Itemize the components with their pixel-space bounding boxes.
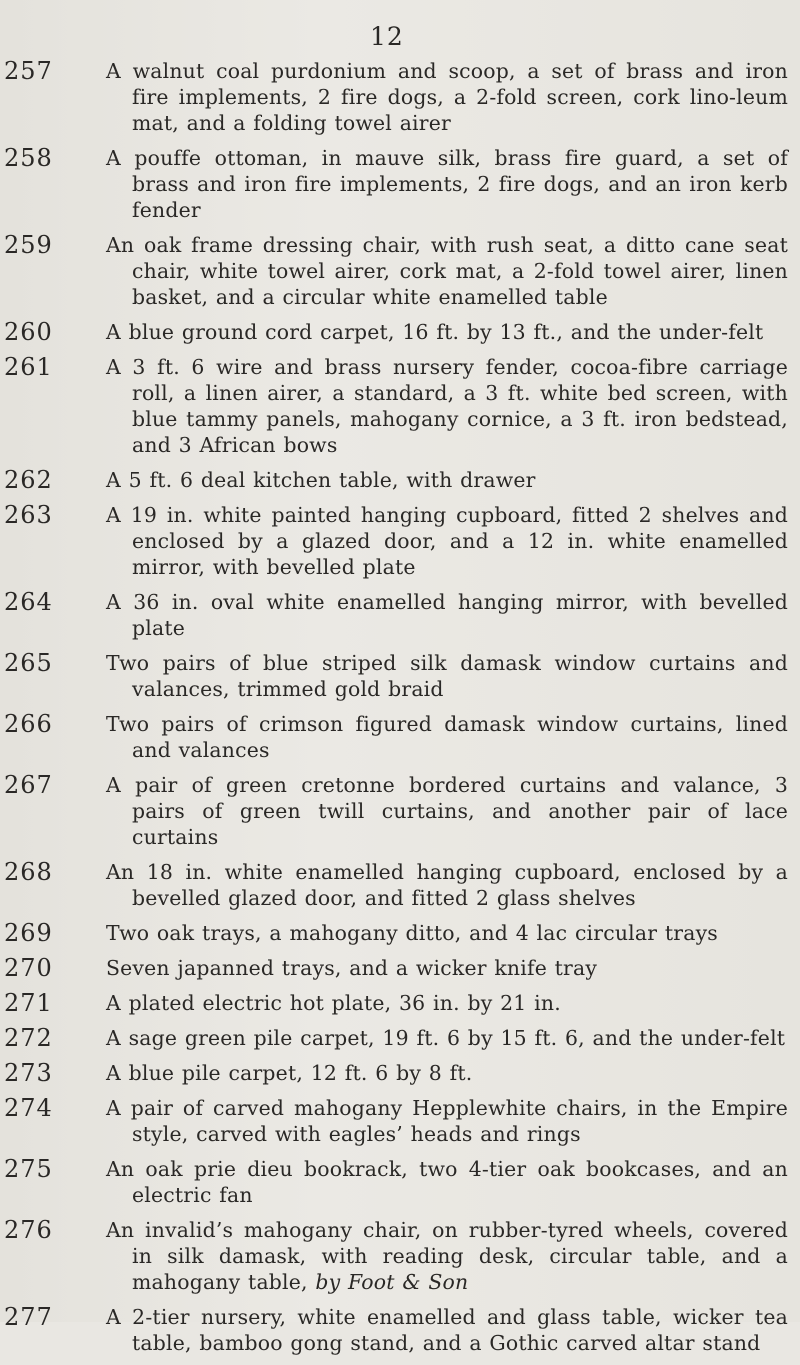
lot-entry [0, 589, 800, 641]
lot-description: Two oak trays, a mahogany ditto, and 4 lac circular trays [106, 921, 718, 945]
lot-description: A pouffe ottoman, in mauve silk, brass fire guard, a set of brass and iron fire implements, 2 fire dogs, and an iron kerb fender [106, 146, 788, 222]
lot-description: A walnut coal purdonium and scoop, a set of brass and iron fire implements, 2 fire dogs, a 2-fold screen, cork lino-leum mat, and a folding towel airer [106, 59, 788, 135]
lot-number: 269 [4, 919, 53, 947]
lot-description: A 3 ft. 6 wire and brass nursery fender, cocoa-fibre carriage roll, a linen airer, a standard, a 3 ft. white bed screen, with blue tammy panels, mahogany cornice, a 3 ft. iron bedstead, and 3 African bows [106, 355, 788, 457]
lot-number: 270 [4, 954, 53, 982]
lot-entry [0, 920, 800, 946]
lot-number: 262 [4, 466, 53, 494]
lot-description: An 18 in. white enamelled hanging cupboard, enclosed by a bevelled glazed door, and fitted 2 glass shelves [106, 860, 788, 910]
lot-entry [0, 232, 800, 310]
lot-entry [0, 650, 800, 702]
lot-description: An oak prie dieu bookrack, two 4-tier oak bookcases, and an electric fan [106, 1157, 788, 1207]
lot-number: 265 [4, 649, 53, 677]
lot-entry [0, 955, 800, 981]
lot-number: 272 [4, 1024, 53, 1052]
lot-number: 274 [4, 1094, 53, 1122]
lot-description: A 36 in. oval white enamelled hanging mirror, with bevelled plate [106, 590, 788, 640]
lot-entry [0, 990, 800, 1016]
lot-entry [0, 354, 800, 458]
lot-number: 264 [4, 588, 53, 616]
lot-number: 267 [4, 771, 53, 799]
lot-list [0, 58, 800, 1365]
lot-entry [0, 1217, 800, 1295]
lot-number: 276 [4, 1216, 53, 1244]
lot-number: 260 [4, 318, 53, 346]
lot-entry [0, 145, 800, 223]
lot-description: A 2-tier nursery, white enamelled and glass table, wicker tea table, bamboo gong stand, and a Gothic carved altar stand [106, 1305, 788, 1355]
lot-description: A pair of green cretonne bordered curtains and valance, 3 pairs of green twill curtains, and another pair of lace curtains [106, 773, 788, 849]
lot-number: 275 [4, 1155, 53, 1183]
lot-description: A blue ground cord carpet, 16 ft. by 13 ft., and the under-felt [106, 320, 764, 344]
lot-number: 258 [4, 144, 53, 172]
lot-entry [0, 1060, 800, 1086]
lot-description: A blue pile carpet, 12 ft. 6 by 8 ft. [106, 1061, 473, 1085]
lot-description: A plated electric hot plate, 36 in. by 21 in. [106, 991, 561, 1015]
lot-description: A 19 in. white painted hanging cupboard, fitted 2 shelves and enclosed by a glazed door, and a 12 in. white enamelled mirror, with bevelled plate [106, 503, 788, 579]
maker-credit: by Foot & Son [315, 1270, 469, 1294]
lot-description: A 5 ft. 6 deal kitchen table, with drawer [106, 468, 536, 492]
lot-entry [0, 1095, 800, 1147]
lot-number: 257 [4, 57, 53, 85]
page-number: 12 [370, 22, 404, 51]
lot-entry [0, 772, 800, 850]
lot-entry [0, 1025, 800, 1051]
lot-entry [0, 711, 800, 763]
lot-description: An oak frame dressing chair, with rush seat, a ditto cane seat chair, white towel airer, cork mat, a 2-fold towel airer, linen basket, and a circular white enamelled table [106, 233, 788, 309]
lot-entry [0, 1156, 800, 1208]
lot-entry [0, 58, 800, 136]
lot-number: 271 [4, 989, 53, 1017]
lot-description: Seven japanned trays, and a wicker knife tray [106, 956, 598, 980]
lot-description: Two pairs of blue striped silk damask window curtains and valances, trimmed gold braid [106, 651, 788, 701]
lot-number: 268 [4, 858, 53, 886]
lot-description [106, 1217, 788, 1295]
lot-description: A pair of carved mahogany Hepplewhite chairs, in the Empire style, carved with eagles’ heads and rings [106, 1096, 788, 1146]
lot-entry [0, 1304, 800, 1356]
lot-number: 273 [4, 1059, 53, 1087]
lot-number: 277 [4, 1303, 53, 1331]
lot-number: 259 [4, 231, 53, 259]
lot-description: Two pairs of crimson figured damask window curtains, lined and valances [106, 712, 788, 762]
lot-number: 263 [4, 501, 53, 529]
lot-description: A sage green pile carpet, 19 ft. 6 by 15 ft. 6, and the under-felt [106, 1026, 786, 1050]
lot-entry [0, 319, 800, 345]
lot-description-text: An invalid’s mahogany chair, on rubber-tyred wheels, covered in silk damask, with reading desk, circular table, and a mahogany table, [106, 1218, 788, 1294]
lot-number: 266 [4, 710, 53, 738]
lot-entry [0, 502, 800, 580]
lot-entry [0, 467, 800, 493]
lot-number: 261 [4, 353, 53, 381]
lot-entry [0, 859, 800, 911]
